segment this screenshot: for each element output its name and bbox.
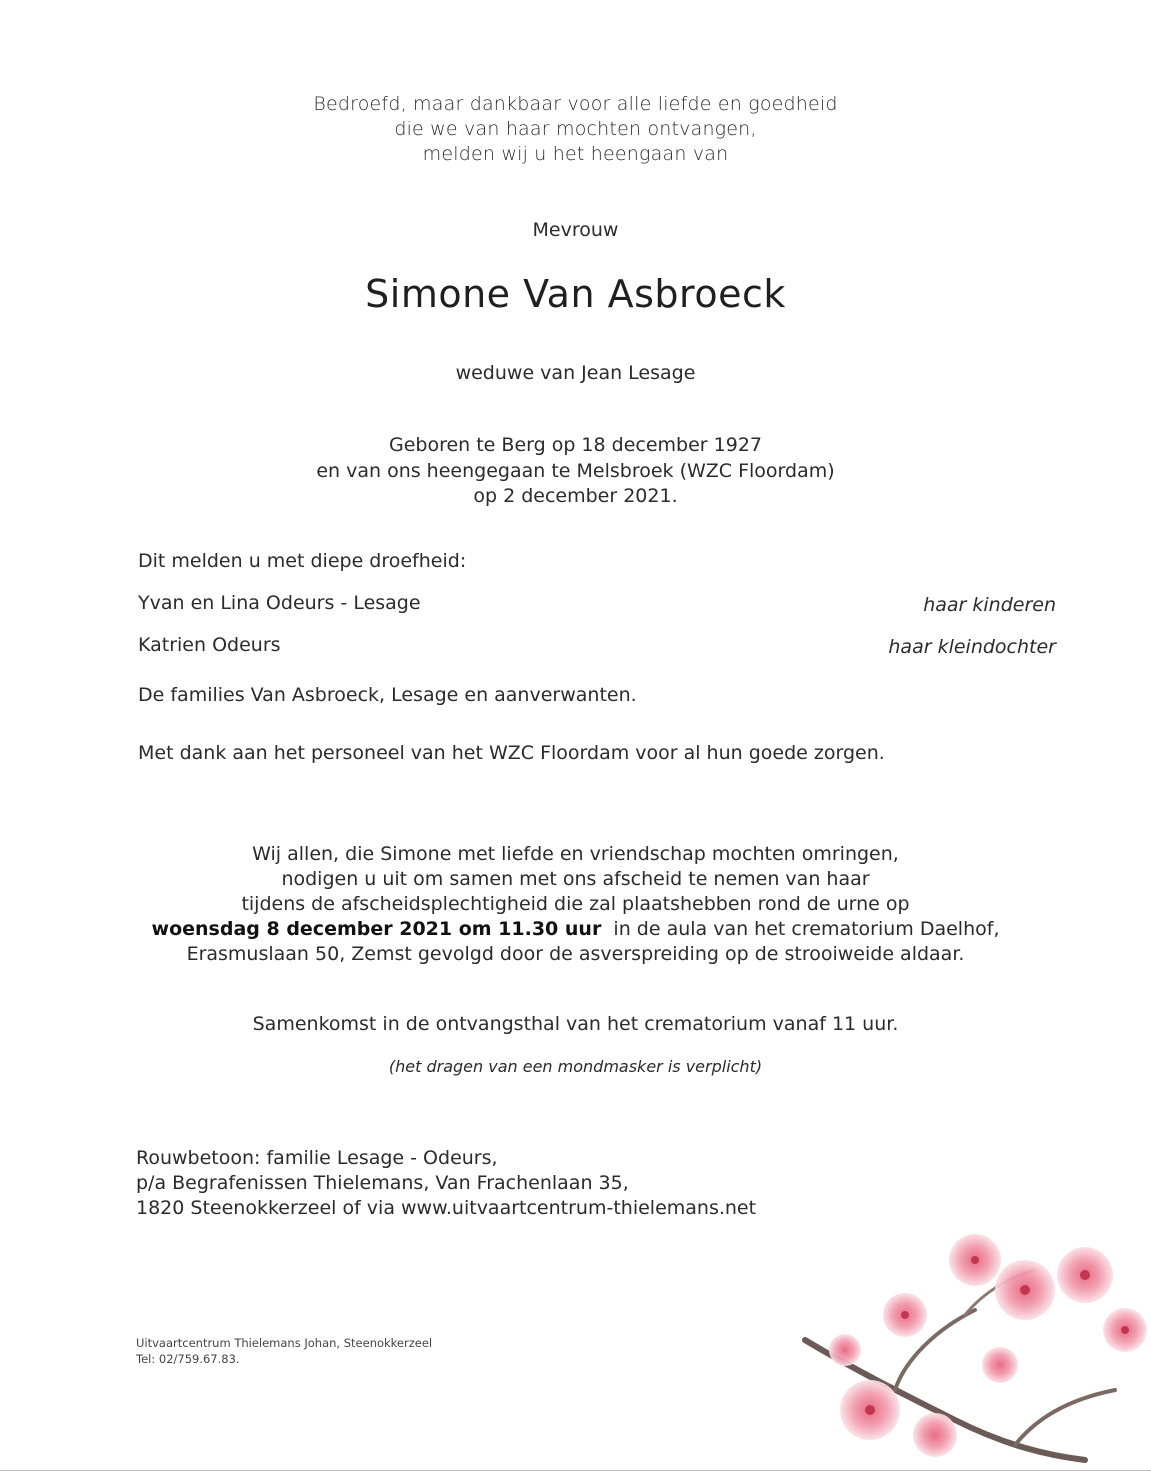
intro-line-1: Bedroefd, maar dankbaar voor alle liefde en goedheid	[313, 93, 838, 115]
footer-line-2: Tel: 02/759.67.83.	[136, 1352, 240, 1366]
relative-row	[138, 592, 1056, 614]
birth-death-info	[0, 433, 1151, 510]
invite-line-5: Erasmuslaan 50, Zemst gevolgd door de asverspreiding op de strooiweide aldaar.	[186, 943, 965, 965]
relative-name: Katrien Odeurs	[138, 634, 281, 656]
ceremony-date: woensdag 8 december 2021 om 11.30 uur	[151, 918, 602, 940]
condolence-line-3: 1820 Steenokkerzeel of via www.uitvaartcentrum-thielemans.net	[136, 1197, 757, 1219]
funeral-home-footer	[136, 1335, 432, 1367]
invite-line-4	[0, 917, 1151, 942]
relative-name: Yvan en Lina Odeurs - Lesage	[138, 592, 421, 614]
announce-text: Dit melden u met diepe droefheid:	[138, 550, 467, 572]
deceased-name: Simone Van Asbroeck	[365, 272, 786, 316]
mask-note: (het dragen van een mondmasker is verplicht)	[388, 1057, 763, 1076]
relative-relation: haar kinderen	[923, 594, 1056, 616]
families-text: De families Van Asbroeck, Lesage en aanverwanten.	[138, 684, 637, 706]
intro-line-2: die we van haar mochten ontvangen,	[394, 118, 757, 140]
relative-row	[138, 634, 1056, 656]
ceremony-location: in de aula van het crematorium Daelhof,	[613, 918, 1000, 940]
honorific: Mevrouw	[532, 219, 619, 241]
intro-text	[0, 92, 1151, 167]
invite-line-3: tijdens de afscheidsplechtigheid die zal plaatshebben rond de urne op	[241, 893, 910, 915]
invite-line-2: nodigen u uit om samen met ons afscheid te nemen van haar	[281, 868, 870, 890]
condolence-address	[136, 1146, 756, 1221]
bottom-divider	[0, 1470, 1151, 1471]
condolence-line-1: Rouwbetoon: familie Lesage - Odeurs,	[136, 1147, 498, 1169]
invitation-text	[0, 842, 1151, 967]
widow-of: weduwe van Jean Lesage	[455, 362, 696, 384]
condolence-line-2: p/a Begrafenissen Thielemans, Van Frachenlaan 35,	[136, 1172, 629, 1194]
intro-line-3: melden wij u het heengaan van	[422, 143, 729, 165]
born-line-2: en van ons heengegaan te Melsbroek (WZC Floordam)	[316, 459, 835, 482]
blossom-branch-icon	[785, 1220, 1151, 1468]
thanks-text: Met dank aan het personeel van het WZC Floordam voor al hun goede zorgen.	[138, 742, 885, 764]
born-line-3: op 2 december 2021.	[473, 485, 678, 507]
relative-relation: haar kleindochter	[888, 636, 1056, 658]
born-line-1: Geboren te Berg op 18 december 1927	[388, 434, 763, 456]
footer-line-1: Uitvaartcentrum Thielemans Johan, Steenokkerzeel	[136, 1336, 433, 1350]
invite-line-1: Wij allen, die Simone met liefde en vriendschap mochten omringen,	[252, 843, 899, 865]
gathering-text: Samenkomst in de ontvangsthal van het crematorium vanaf 11 uur.	[252, 1013, 899, 1035]
